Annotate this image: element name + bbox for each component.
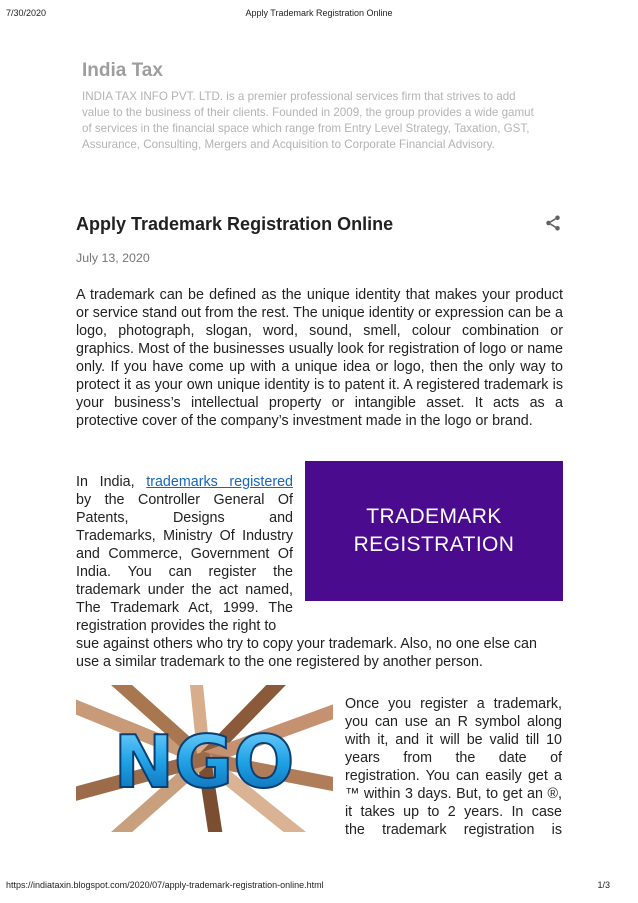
- paragraph-line: registration provides the right to: [76, 618, 277, 634]
- ngo-hands-image: [76, 685, 333, 832]
- paragraph-line: trademark under the act named,: [76, 582, 293, 598]
- print-date: 7/30/2020: [6, 8, 47, 18]
- paragraph-text: In India,: [76, 474, 147, 490]
- paragraph-line: by the Controller General Of: [76, 492, 293, 508]
- paragraph-line: India. You can register the: [76, 564, 293, 580]
- trademarks-registered-link[interactable]: trademarks registered: [146, 474, 294, 490]
- paragraph-intro: A trademark can be defined as the unique identity that makes your product or service stand out from the rest. The unique identity or expression can be a logo, photograph, slogan, word, sound, smell, colour combination or graphics. Most of the businesses usually look for registration of logo or name only. If you have come up with a unique idea or logo, then the only way to protect it as your own unique identity is to patent it. A registered trademark is your business’s intellectual property or intangible asset. It acts as a protective cover of the company’s investment made in the logo or brand.: [76, 287, 563, 429]
- paragraph-line: ™ within 3 days. But, to get an ®,: [345, 786, 562, 802]
- paragraph-line: Once you register a trademark,: [345, 696, 562, 712]
- paragraph-line: it takes up to 2 years. In case: [345, 804, 562, 820]
- print-url: https://indiataxin.blogspot.com/2020/07/apply-trademark-registration-online.html: [6, 880, 324, 890]
- post-title: Apply Trademark Registration Online: [76, 214, 394, 234]
- paragraph-line: The Trademark Act, 1999. The: [76, 600, 293, 616]
- post-date: July 13, 2020: [76, 251, 150, 265]
- trademark-registration-image: [305, 461, 563, 601]
- paragraph-line: use a similar trademark to the one registered by another person.: [76, 654, 483, 670]
- share-icon[interactable]: [544, 214, 562, 232]
- paragraph-line: years from the date of: [345, 750, 562, 766]
- ngo-text: NGO: [113, 720, 295, 804]
- print-title: Apply Trademark Registration Online: [245, 8, 393, 18]
- blog-title[interactable]: India Tax: [82, 60, 163, 81]
- blog-description: INDIA TAX INFO PVT. LTD. is a premier professional services firm that strives to add value to the business of their clients. Founded in 2009, the group provides a wide gamut of services in the financial space which range from Entry Level Strategy, Taxation, GST, Assurance, Consulting, Mergers and Acquisition to Corporate Financial Advisory.: [82, 90, 534, 151]
- paragraph-line: you can use an R symbol along: [345, 714, 562, 730]
- paragraph-line: registration. You can easily get a: [345, 768, 562, 784]
- paragraph-line: sue against others who try to copy your trademark. Also, no one else can: [76, 636, 537, 652]
- paragraph-line: Trademarks, Ministry Of Industry: [76, 528, 293, 544]
- paragraph-register: [345, 695, 562, 839]
- image-text-line: TRADEMARK: [366, 505, 502, 528]
- paragraph-line: Patents, Designs and: [76, 510, 293, 526]
- paragraph-line: the trademark registration is: [345, 822, 562, 838]
- blog-header: [82, 60, 542, 153]
- paragraph-line: and Commerce, Government Of: [76, 546, 293, 562]
- print-page-number: 1/3: [597, 880, 610, 890]
- image-text-line: REGISTRATION: [353, 533, 515, 556]
- paragraph-line: with it, and it will be valid till 10: [345, 732, 562, 748]
- paragraph-line: [76, 473, 293, 491]
